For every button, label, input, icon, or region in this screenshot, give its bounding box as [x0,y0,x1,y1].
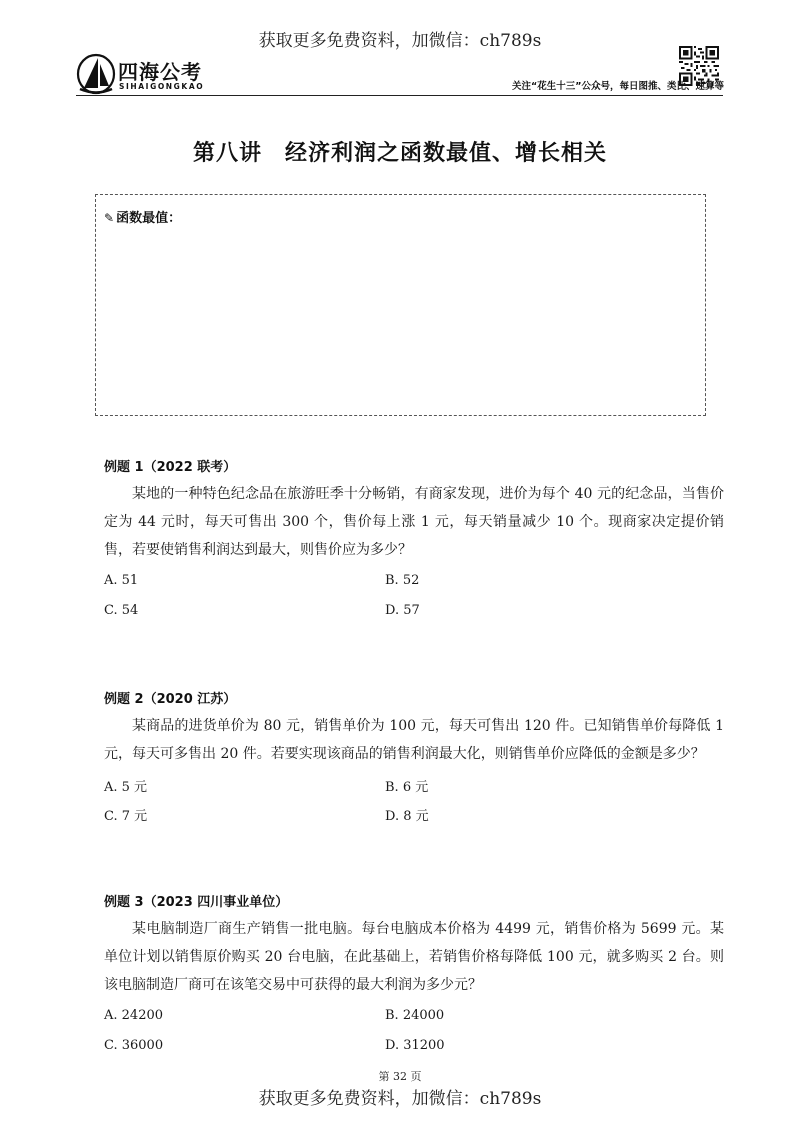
function-box-label-text: 函数最值： [116,211,182,226]
function-box-label [104,207,181,226]
pencil-icon: ✎ [104,211,115,225]
question-1-option-c: C. 54 [104,603,139,618]
watermark-top: 获取更多免费资料，加微信：ch789s [258,31,542,51]
question-3-option-b: B. 24000 [385,1008,445,1023]
header-divider [76,95,723,96]
logo-subtitle: SIHAIGONGKAO [119,82,205,91]
question-2-option-c: C. 7 元 [104,809,148,824]
question-2-option-a: A. 5 元 [104,780,148,795]
question-1-text: 某地的一种特色纪念品在旅游旺季十分畅销，有商家发现，进价为每个 40 元的纪念品，当售价定为 44 元时，每天可售出 300 个，售价每上涨 1 元，每天销量减少 10 个。现商家决定提价销售，若要使销售利润达到最大，则售价应为多少？ [104,486,724,558]
question-1-option-b: B. 52 [385,573,420,588]
logo-name: 四海公考 [118,60,202,84]
logo [76,52,236,100]
question-2-option-d: D. 8 元 [385,809,429,824]
question-2-text: 某商品的进货单价为 80 元，销售单价为 100 元，每天可售出 120 件。已知销售单价每降低 1 元，每天可多售出 20 件。若要实现该商品的销售利润最大化，则销售单价应降低的金额是多少？ [104,718,724,762]
watermark-bottom: 获取更多免费资料，加微信：ch789s [258,1089,542,1109]
question-3-option-a: A. 24200 [104,1008,164,1023]
page-number: 第 32 页 [378,1070,422,1083]
function-extremum-note-box [95,194,706,416]
question-1-title: 例题 1（2022 联考） [104,460,237,475]
question-3-option-c: C. 36000 [104,1038,164,1053]
page-title: 第八讲 经济利润之函数最值、增长相关 [192,141,607,166]
question-2-title: 例题 2（2020 江苏） [104,692,237,707]
question-3-title: 例题 3（2023 四川事业单位） [104,895,289,910]
question-2-option-b: B. 6 元 [385,780,429,795]
question-3-text: 某电脑制造厂商生产销售一批电脑。每台电脑成本价格为 4499 元，销售价格为 5699 元。某单位计划以销售原价购买 20 台电脑，在此基础上，若销售价格每降低 100 元，就多购买 2 台。则该电脑制造厂商可在该笔交易中可获得的最大利润为多少元？ [104,921,724,993]
question-1-option-a: A. 51 [104,573,139,588]
question-3-option-d: D. 31200 [385,1038,445,1053]
sail-logo-icon [76,52,116,96]
question-1-option-d: D. 57 [385,603,420,618]
header-note: 关注“花生十三”公众号，每日图推、类比、速算等 [512,81,724,92]
